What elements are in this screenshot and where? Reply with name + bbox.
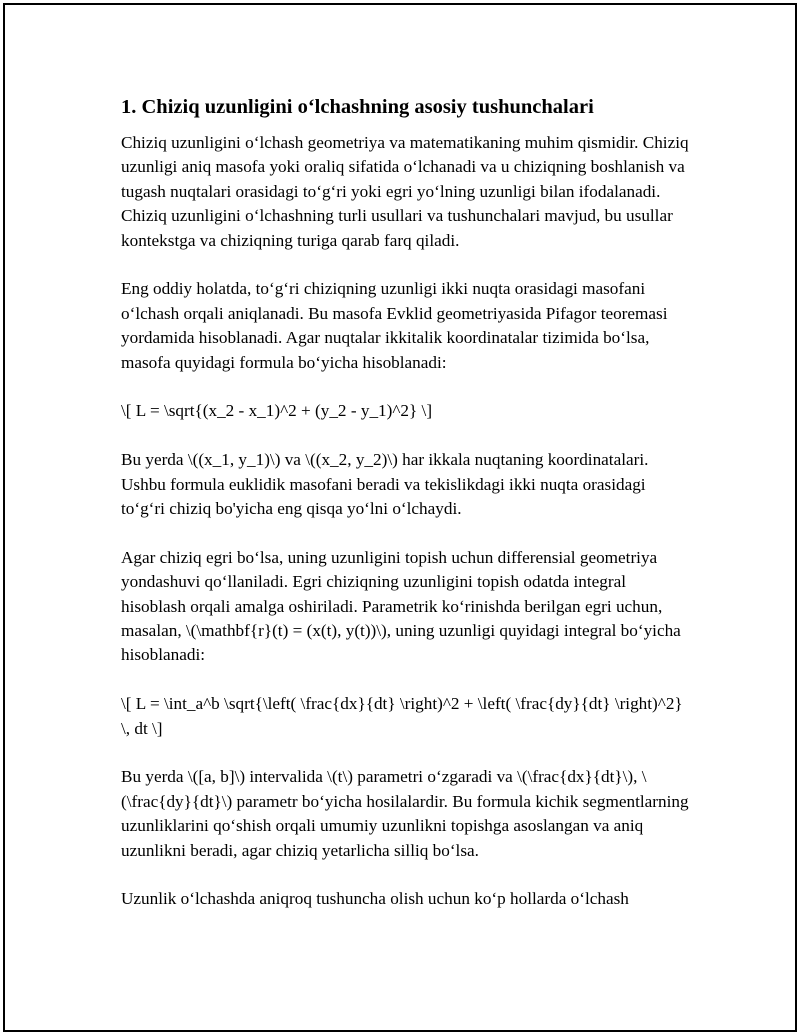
paragraph-curved-line: Agar chiziq egri bo‘lsa, uning uzunligini topish uchun differensial geometriya yondashuvi qo‘llaniladi. Egri chiziqning uzunligini topish odatda integral hisoblash orqali amalga oshiriladi. Parametrik ko‘rinishda berilgan egri uchun, masalan, \(\mathbf{r}(t) = (x(t), y(t))\), uning uzunligi quyidagi integral bo‘yicha hisoblanadi: bbox=[121, 547, 681, 665]
document-body bbox=[121, 93, 693, 936]
paragraph-integral-explanation: Bu yerda \([a, b]\) intervalida \(t\) parametri o‘zgaradi va \(\frac{dx}{dt}\), \(\frac{dy}{dt}\) parametr bo‘yicha hosilalardir. Bu formula kichik segmentlarning uzunliklarini qo‘shish orqali umumiy uzunlikni topishga asoslangan va aniq uzunlikni beradi, agar chiziq yetarlicha silliq bo‘lsa. bbox=[121, 767, 689, 860]
paragraph-straight-line: Eng oddiy holatda, to‘g‘ri chiziqning uzunligi ikki nuqta orasidagi masofani o‘lchash orqali aniqlanadi. Bu masofa Evklid geometriyasida Pifagor teoremasi yordamida hisoblanadi. Agar nuqtalar ikkitalik koordinatalar tizimida bo‘lsa, masofa quyidagi formula bo‘yicha hisoblanadi: bbox=[121, 279, 668, 372]
formula-arc-length: \[ L = \int_a^b \sqrt{\left( \frac{dx}{dt} \right)^2 + \left( \frac{dy}{dt} \right)^2} \, dt \] bbox=[121, 694, 683, 738]
formula-euclidean-distance: \[ L = \sqrt{(x_2 - x_1)^2 + (y_2 - y_1)^2} \] bbox=[121, 401, 433, 421]
paragraph-intro: Chiziq uzunligini o‘lchash geometriya va matematikaning muhim qismidir. Chiziq uzunligi aniq masofa yoki oraliq sifatida o‘lchanadi va u chiziqning boshlanish va tugash nuqtalari orasidagi to‘g‘ri yoki egri yo‘lning uzunligi bilan ifodalanadi. Chiziq uzunligini o‘lchashning turli usullari va tushunchalari mavjud, bu usullar kontekstga va chiziqning turiga qarab farq qiladi. bbox=[121, 133, 689, 250]
paragraph-continuation: Uzunlik o‘lchashda aniqroq tushuncha olish uchun ko‘p hollarda o‘lchash bbox=[121, 889, 629, 909]
section-heading: 1. Chiziq uzunligini o‘lchashning asosiy tushunchalari bbox=[121, 96, 594, 118]
paragraph-formula-explanation: Bu yerda \((x_1, y_1)\) va \((x_2, y_2)\) har ikkala nuqtaning koordinatalari. Ushbu formula euklidik masofani beradi va tekislikdagi ikki nuqta orasidagi to‘g‘ri chiziq bo'yicha eng qisqa yo‘lni o‘lchaydi. bbox=[121, 450, 649, 519]
page-border bbox=[3, 3, 797, 1032]
